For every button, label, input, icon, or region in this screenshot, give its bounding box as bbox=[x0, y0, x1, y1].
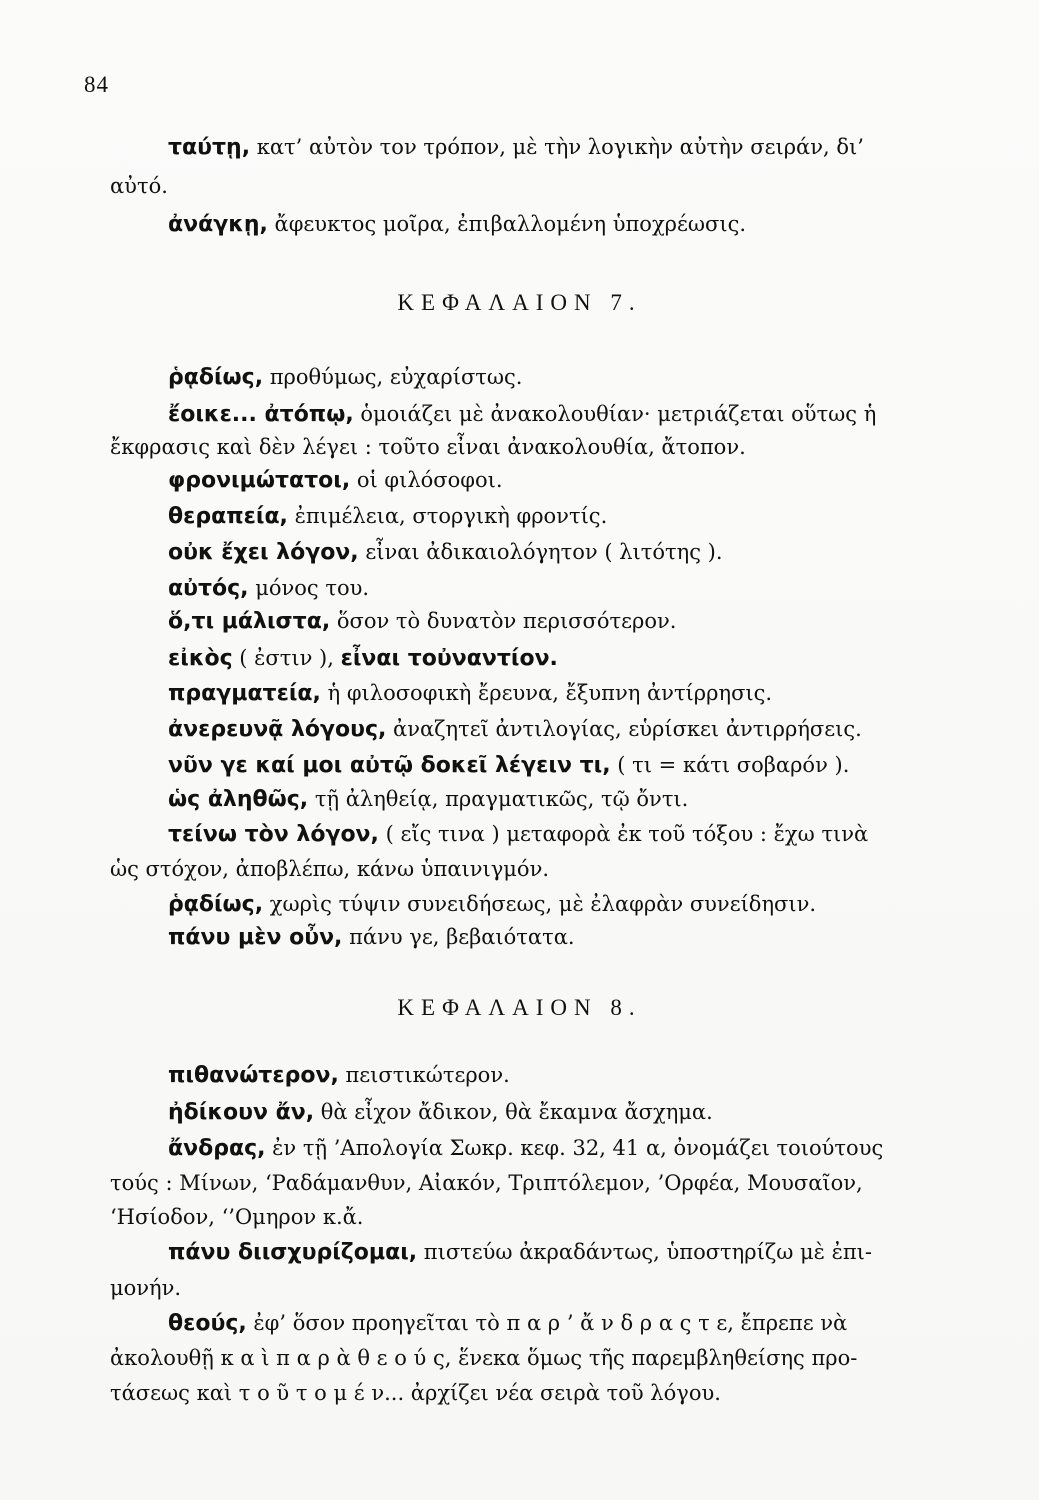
glossary-lemma: εἶναι τοὐναντίον. bbox=[340, 646, 558, 671]
glossary-text: ἔκφρασις καὶ δὲν λέγει : τοῦτο εἶναι ἀνακολουθία, ἄτοπον. bbox=[110, 435, 746, 459]
glossary-text: ( ἐστιν ), bbox=[232, 646, 341, 670]
glossary-lemma: αὐτός, bbox=[168, 576, 249, 601]
glossary-lemma: θεούς, bbox=[168, 1311, 247, 1336]
glossary-text: ἀκολουθῇ κ α ὶ π α ρ ὰ θ ε ο ύ ς, ἕνεκα ὅμως τῆς παρεμβληθείσης προ- bbox=[110, 1346, 858, 1370]
glossary-text: ἐφ’ ὅσον προηγεῖται τὸ π α ρ ’ ἄ ν δ ρ α ς τ ε, ἔπρεπε νὰ bbox=[246, 1311, 848, 1335]
glossary-text: οἱ φιλόσοφοι. bbox=[350, 468, 503, 492]
glossary-line bbox=[110, 646, 1018, 671]
page-number: 84 bbox=[84, 72, 109, 97]
glossary-text: ἀναζητεῖ ἀντιλογίας, εὑρίσκει ἀντιρρήσεις. bbox=[386, 717, 862, 741]
glossary-text: εἶναι ἀδικαιολόγητον ( λιτότης ). bbox=[358, 540, 723, 564]
glossary-lemma: τείνω τὸν λόγον, bbox=[168, 822, 379, 847]
glossary-line bbox=[110, 1171, 960, 1195]
glossary-text: αὐτό. bbox=[110, 174, 168, 198]
glossary-line bbox=[110, 504, 1018, 529]
glossary-lemma: ἀνερευνᾷ λόγους, bbox=[168, 717, 387, 742]
glossary-line bbox=[110, 540, 1018, 565]
glossary-lemma: πάνυ διισχυρίζομαι, bbox=[168, 1240, 418, 1265]
glossary-text: τούς : Μίνων, ‘Ραδάμανθυν, Αἰακόν, Τριπτόλεμον, ’Ορφέα, Μουσαῖον, bbox=[110, 1171, 863, 1195]
glossary-line bbox=[110, 174, 960, 198]
glossary-text: προθύμως, εὐχαρίστως. bbox=[263, 365, 523, 389]
glossary-text: χωρὶς τύψιν συνειδήσεως, μὲ ἐλαφρὰν συνείδησιν. bbox=[263, 892, 817, 916]
chapter-heading: ΚΕΦΑΛΑΙΟΝ 8. bbox=[397, 995, 642, 1020]
glossary-text: μονήν. bbox=[110, 1276, 182, 1300]
glossary-line bbox=[110, 1100, 1018, 1125]
glossary-text: θὰ εἶχον ἄδικον, θὰ ἔκαμνα ἄσχημα. bbox=[314, 1100, 713, 1124]
glossary-text: μόνος του. bbox=[248, 576, 370, 600]
glossary-lemma: ὡς ἀληθῶς, bbox=[168, 787, 309, 812]
glossary-text: ἄφευκτος μοῖρα, ἐπιβαλλομένη ὑποχρέωσις. bbox=[267, 212, 747, 236]
glossary-text: πειστικώτερον. bbox=[338, 1063, 510, 1087]
glossary-line bbox=[110, 681, 1018, 706]
glossary-text: ( τι = κάτι σοβαρόν ). bbox=[610, 753, 850, 777]
glossary-line bbox=[110, 576, 1018, 601]
glossary-lemma: πιθανώτερον, bbox=[168, 1063, 339, 1088]
glossary-line bbox=[110, 1311, 1018, 1336]
glossary-line bbox=[110, 435, 960, 459]
glossary-lemma: ῥᾳδίως, bbox=[168, 365, 264, 390]
glossary-line bbox=[110, 787, 1018, 812]
glossary-text: πάνυ γε, βεβαιότατα. bbox=[342, 925, 575, 949]
glossary-line bbox=[110, 1240, 1018, 1265]
glossary-line bbox=[110, 609, 1018, 634]
glossary-text: ἐν τῇ ’Απολογία Σωκρ. κεφ. 32, 41 α, ὀνομάζει τοιούτους bbox=[265, 1136, 884, 1160]
glossary-line bbox=[110, 892, 1018, 917]
glossary-lemma: νῦν γε καί μοι αὐτῷ δοκεῖ λέγειν τι, bbox=[168, 753, 611, 778]
glossary-lemma: οὐκ ἔχει λόγον, bbox=[168, 540, 359, 565]
glossary-text: ἡ φιλοσοφικὴ ἔρευνα, ἔξυπνη ἀντίρρησις. bbox=[320, 681, 773, 705]
glossary-line bbox=[110, 468, 1018, 493]
glossary-text: ὅσον τὸ δυνατὸν περισσότερον. bbox=[330, 609, 677, 633]
glossary-lemma: ἔοικε... ἀτόπῳ, bbox=[168, 402, 354, 427]
glossary-line bbox=[110, 365, 1018, 390]
glossary-line bbox=[110, 1063, 1018, 1088]
glossary-line bbox=[110, 822, 1018, 847]
glossary-text: κατ’ αὐτὸν τον τρόπον, μὲ τὴν λογικὴν αὐτὴν σειράν, δι’ bbox=[250, 135, 864, 159]
glossary-text: τάσεως καὶ τ ο ῦ τ ο μ έ ν... ἀρχίζει νέα σειρὰ τοῦ λόγου. bbox=[110, 1381, 721, 1405]
glossary-line bbox=[110, 1205, 960, 1229]
glossary-lemma: ἀνάγκῃ, bbox=[168, 212, 268, 237]
glossary-lemma: θεραπεία, bbox=[168, 504, 288, 529]
glossary-line bbox=[110, 402, 1018, 427]
glossary-line bbox=[110, 1346, 960, 1370]
glossary-lemma: ἄνδρας, bbox=[168, 1136, 266, 1161]
chapter-heading: ΚΕΦΑΛΑΙΟΝ 7. bbox=[397, 290, 642, 315]
glossary-text: τῇ ἀληθείᾳ, πραγματικῶς, τῷ ὄντι. bbox=[308, 787, 689, 811]
glossary-line bbox=[110, 857, 960, 881]
glossary-line bbox=[110, 925, 1018, 950]
glossary-text: ὁμοιάζει μὲ ἀνακολουθίαν· μετριάζεται οὕτως ἡ bbox=[353, 402, 877, 426]
glossary-line bbox=[110, 212, 1018, 237]
glossary-line bbox=[110, 1276, 960, 1300]
glossary-line bbox=[110, 1136, 1018, 1161]
glossary-lemma: ῥᾳδίως, bbox=[168, 892, 264, 917]
glossary-text: πιστεύω ἀκραδάντως, ὑποστηρίζω μὲ ἐπι- bbox=[417, 1240, 873, 1264]
glossary-line bbox=[110, 1381, 960, 1405]
glossary-line bbox=[110, 717, 1018, 742]
glossary-lemma: ὅ,τι μάλιστα, bbox=[168, 609, 331, 634]
glossary-lemma: εἰκὸς bbox=[168, 646, 233, 671]
glossary-lemma: ταύτῃ, bbox=[168, 135, 251, 160]
glossary-line bbox=[110, 135, 1018, 160]
glossary-text: ὡς στόχον, ἀποβλέπω, κάνω ὑπαινιγμόν. bbox=[110, 857, 550, 881]
glossary-text: ἐπιμέλεια, στοργικὴ φροντίς. bbox=[287, 504, 608, 528]
glossary-text: ( εἴς τινα ) μεταφορὰ ἐκ τοῦ τόξου : ἔχω τινὰ bbox=[378, 822, 869, 846]
glossary-lemma: πραγματεία, bbox=[168, 681, 321, 706]
glossary-lemma: ἠδίκουν ἄν, bbox=[168, 1100, 315, 1125]
glossary-line bbox=[110, 753, 1018, 778]
glossary-lemma: φρονιμώτατοι, bbox=[168, 468, 351, 493]
glossary-text: ‘Ησίοδον, ‘’Ομηρον κ.ἄ. bbox=[110, 1205, 364, 1229]
glossary-lemma: πάνυ μὲν οὖν, bbox=[168, 925, 343, 950]
